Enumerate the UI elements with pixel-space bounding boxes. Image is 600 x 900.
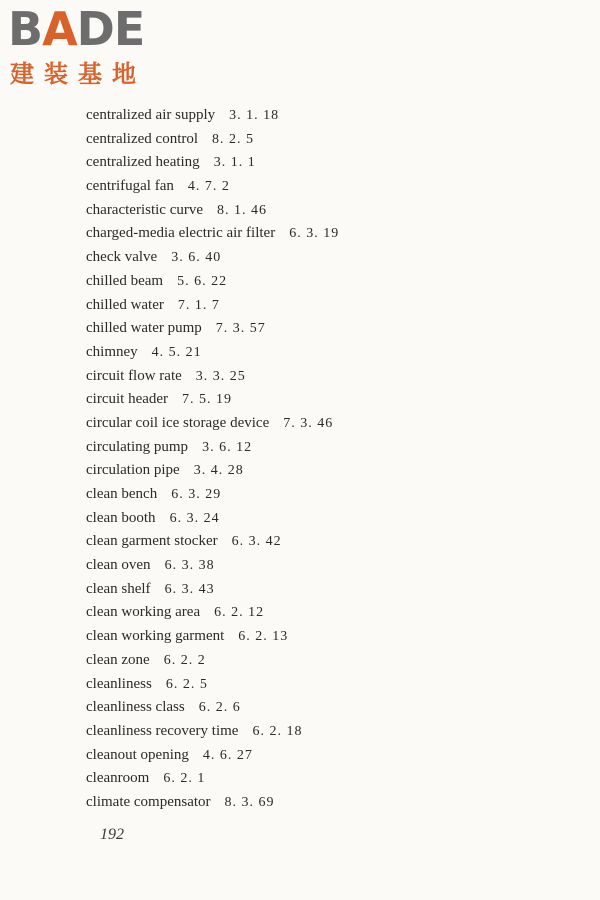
index-term: charged-media electric air filter bbox=[86, 225, 276, 242]
index-entry bbox=[86, 459, 566, 483]
index-reference: 3. 4. 28 bbox=[193, 463, 244, 479]
index-term: cleanliness bbox=[86, 675, 152, 692]
index-entry bbox=[86, 673, 566, 697]
index-reference: 4. 7. 2 bbox=[187, 179, 230, 195]
index-entry bbox=[86, 625, 566, 649]
index-reference: 6. 2. 18 bbox=[252, 723, 303, 739]
index-term: chilled beam bbox=[86, 272, 164, 289]
index-term: chilled water bbox=[86, 296, 164, 313]
index-entry bbox=[86, 317, 566, 341]
index-entry bbox=[86, 388, 566, 412]
index-reference: 6. 2. 6 bbox=[198, 700, 241, 716]
index-reference: 6. 2. 1 bbox=[163, 771, 206, 787]
index-entry bbox=[86, 578, 566, 602]
index-reference: 6. 3. 42 bbox=[231, 534, 282, 550]
index-term: centrifugal fan bbox=[86, 178, 174, 195]
logo bbox=[8, 4, 178, 88]
index-entry bbox=[86, 151, 566, 175]
index-entry bbox=[86, 791, 566, 815]
index-term: clean booth bbox=[86, 509, 156, 526]
index-reference: 6. 3. 19 bbox=[289, 226, 340, 242]
index-reference: 7. 3. 57 bbox=[215, 321, 266, 337]
index-entry bbox=[86, 649, 566, 673]
index-reference: 4. 6. 27 bbox=[202, 747, 253, 763]
index-reference: 8. 2. 5 bbox=[212, 131, 255, 147]
index-term: clean oven bbox=[86, 557, 151, 574]
index-term: climate compensator bbox=[86, 793, 211, 810]
index-entry bbox=[86, 341, 566, 365]
index-term: clean shelf bbox=[86, 580, 151, 597]
index-reference: 7. 3. 46 bbox=[283, 415, 334, 431]
index-term: circuit header bbox=[86, 391, 169, 408]
index-term: chimney bbox=[86, 343, 138, 360]
index-entry bbox=[86, 175, 566, 199]
index-term: centralized heating bbox=[86, 154, 200, 171]
index-entry bbox=[86, 554, 566, 578]
index-term: characteristic curve bbox=[86, 201, 204, 218]
index-entry bbox=[86, 507, 566, 531]
index-entry bbox=[86, 720, 566, 744]
index-term: cleanliness class bbox=[86, 699, 185, 716]
index-entry bbox=[86, 744, 566, 768]
index-entry bbox=[86, 246, 566, 270]
index-term: clean bench bbox=[86, 486, 158, 502]
index-term: cleanroom bbox=[86, 770, 150, 787]
index-entry bbox=[86, 483, 566, 507]
index-entry bbox=[86, 294, 566, 318]
index-term: centralized air supply bbox=[86, 107, 216, 123]
index-reference: 3. 1. 18 bbox=[229, 108, 280, 123]
index-reference: 6. 2. 13 bbox=[238, 629, 289, 645]
index-term: clean zone bbox=[86, 651, 150, 668]
index-reference: 3. 6. 12 bbox=[202, 439, 253, 455]
index-entry bbox=[86, 222, 566, 246]
index-term: circuit flow rate bbox=[86, 367, 182, 384]
index-entry bbox=[86, 412, 566, 436]
index-term: circular coil ice storage device bbox=[86, 414, 270, 431]
index-list bbox=[86, 104, 566, 815]
logo-tagline: 建装基地 bbox=[10, 60, 146, 88]
logo-wordmark: BADE bbox=[8, 2, 145, 56]
index-entry bbox=[86, 601, 566, 625]
logo-accent-letter: A bbox=[42, 2, 77, 56]
index-reference: 6. 3. 43 bbox=[164, 581, 215, 597]
index-entry bbox=[86, 270, 566, 294]
index-term: chilled water pump bbox=[86, 320, 202, 337]
index-term: centralized control bbox=[86, 130, 199, 147]
index-reference: 3. 1. 1 bbox=[213, 155, 256, 171]
index-entry bbox=[86, 436, 566, 460]
index-reference: 8. 3. 69 bbox=[224, 794, 275, 810]
index-entry bbox=[86, 128, 566, 152]
index-term: check valve bbox=[86, 249, 158, 266]
index-reference: 4. 5. 21 bbox=[151, 344, 202, 360]
index-entry bbox=[86, 696, 566, 720]
index-term: cleanliness recovery time bbox=[86, 722, 239, 739]
index-reference: 6. 2. 2 bbox=[163, 652, 206, 668]
index-reference: 6. 2. 12 bbox=[214, 605, 265, 621]
index-reference: 6. 2. 5 bbox=[165, 676, 208, 692]
index-term: clean working area bbox=[86, 604, 201, 621]
page-number: 192 bbox=[100, 826, 124, 843]
index-term: cleanout opening bbox=[86, 746, 189, 763]
index-reference: 8. 1. 46 bbox=[217, 202, 268, 218]
index-entry bbox=[86, 530, 566, 554]
index-term: circulating pump bbox=[86, 438, 189, 455]
index-reference: 6. 3. 38 bbox=[164, 558, 215, 574]
index-reference: 6. 3. 29 bbox=[171, 487, 222, 502]
index-term: clean garment stocker bbox=[86, 533, 218, 550]
index-reference: 6. 3. 24 bbox=[169, 510, 220, 526]
index-entry bbox=[86, 365, 566, 389]
index-entry bbox=[86, 767, 566, 791]
index-entry bbox=[86, 199, 566, 223]
index-reference: 3. 6. 40 bbox=[171, 250, 222, 266]
index-reference: 3. 3. 25 bbox=[195, 368, 246, 384]
index-reference: 5. 6. 22 bbox=[177, 273, 228, 289]
index-reference: 7. 1. 7 bbox=[177, 297, 220, 313]
index-reference: 7. 5. 19 bbox=[182, 392, 233, 408]
index-term: circulation pipe bbox=[86, 462, 180, 479]
index-term: clean working garment bbox=[86, 628, 225, 645]
index-entry bbox=[86, 104, 566, 128]
